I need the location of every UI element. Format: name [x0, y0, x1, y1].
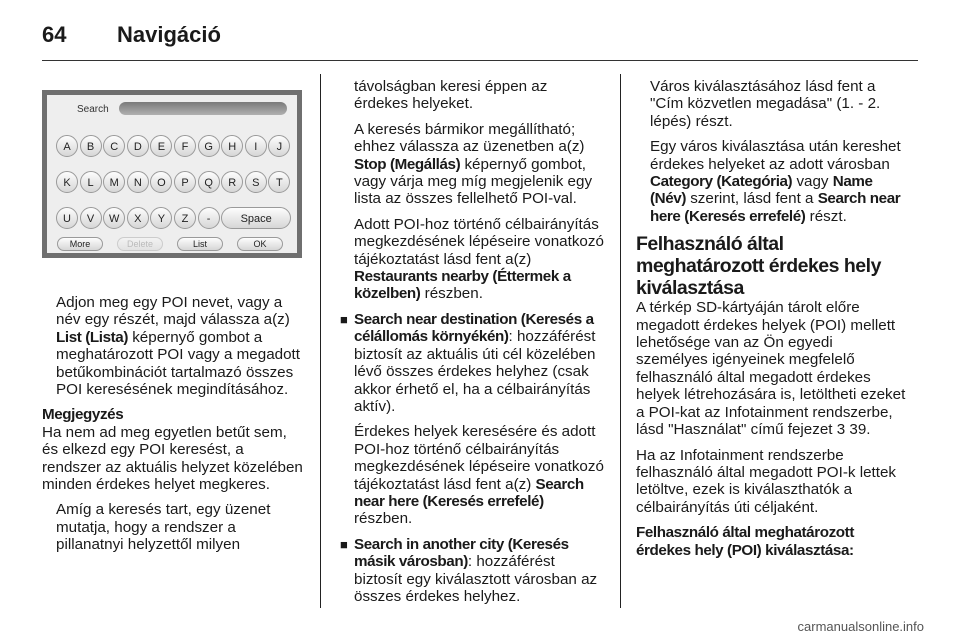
page-number: 64	[42, 22, 67, 47]
list-button: List	[177, 237, 223, 251]
key-g: G	[198, 135, 220, 157]
keyboard-screen	[47, 95, 297, 253]
key-w: W	[103, 207, 125, 229]
key-o: O	[150, 171, 172, 193]
paragraph: Érdekes helyek keresésére és adott POI-hoz történő célbairányítás megkezdésének lépéseire vonatkozó tájékoztatást lásd fent a(z) Search near here (Keresés errefelé) részben.	[354, 423, 604, 528]
column-divider	[620, 74, 621, 608]
note-text: Ha nem ad meg egyetlen betűt sem, és elkezd egy POI keresést, a rendszer az aktuális helyzet közelében minden érdekes helyet megkeres.	[42, 423, 303, 494]
search-field	[119, 102, 287, 115]
key-space: Space	[221, 207, 291, 229]
key-x: X	[127, 207, 149, 229]
paragraph: A térkép SD-kártyáján tárolt előre megadott érdekes helyek (POI) mellett lehetősége van az Ön egyedi személyes igényeinek megfelelő felhasználó által megadott érdekes helyek létrehozására is, letöltheti ezeket a POI-kat az Infotainment rendszerbe, lásd "Használat" című fejezet 3 39.	[636, 299, 906, 439]
column-2	[340, 78, 604, 605]
subheading: Felhasználó által meghatározott érdekes hely (POI) kiválasztása:	[636, 524, 854, 559]
key-a: A	[56, 135, 78, 157]
key-t: T	[268, 171, 290, 193]
search-label: Search	[77, 104, 109, 115]
key-v: V	[80, 207, 102, 229]
header-rule	[42, 60, 918, 61]
paragraph: távolságban keresi éppen az érdekes helyeket.	[354, 78, 548, 113]
paragraph: A keresés bármikor megállítható; ehhez válassza az üzenetben a(z) Stop (Megállás) képernyő gombot, vagy várja meg míg megjelenik egy lista az összes fellelhető POI-val.	[354, 120, 593, 208]
paragraph: Amíg a keresés tart, egy üzenet mutatja, hogy a rendszer a pillanatnyi helyzettől milyen	[56, 501, 271, 554]
key-dash: -	[198, 207, 220, 229]
key-i: I	[245, 135, 267, 157]
paragraph: Adjon meg egy POI nevet, vagy a név egy részét, majd válassza a(z) List (Lista) képernyő gombot a meghatározott POI vagy a megadott betűkombinációt tartalmazó összes POI keresésének megindításához.	[56, 294, 300, 399]
watermark: carmanualsonline.info	[797, 619, 924, 634]
page-title: Navigáció	[117, 22, 221, 47]
paragraph: Ha az Infotainment rendszerbe felhasználó által megadott POI-k lettek letöltve, ezek is kiválaszthatók a célbairányítás úti céljaként.	[636, 446, 897, 516]
key-c: C	[103, 135, 125, 157]
note-heading: Megjegyzés	[42, 406, 124, 424]
key-u: U	[56, 207, 78, 229]
key-p: P	[174, 171, 196, 193]
key-m: M	[103, 171, 125, 193]
column-1	[42, 294, 304, 554]
key-n: N	[127, 171, 149, 193]
bullet-item: ■ Search in another city (Keresés másik városban): hozzáférést biztosít egy kiválasztott városban az összes érdekes helyhez.	[340, 536, 604, 606]
key-j: J	[268, 135, 290, 157]
page-ref: 3 39.	[836, 421, 871, 439]
key-y: Y	[150, 207, 172, 229]
key-s: S	[245, 171, 267, 193]
key-z: Z	[174, 207, 196, 229]
more-button: More	[57, 237, 103, 251]
key-k: K	[56, 171, 78, 193]
key-d: D	[127, 135, 149, 157]
key-b: B	[80, 135, 102, 157]
key-f: F	[174, 135, 196, 157]
key-e: E	[150, 135, 172, 157]
key-q: Q	[198, 171, 220, 193]
key-l: L	[80, 171, 102, 193]
column-3	[636, 78, 906, 559]
paragraph: Város kiválasztásához lásd fent a "Cím közvetlen megadása" (1. - 2. lépés) részt.	[650, 78, 881, 130]
section-heading: Felhasználó által meghatározott érdekes hely kiválasztása	[636, 233, 881, 300]
key-h: H	[221, 135, 243, 157]
bullet-item: ■ Search near destination (Keresés a célállomás környékén): hozzáférést biztosít az aktuális úti cél közelében lévő összes érdekes helyhez (csak akkor érhető el, ha a célbairányítás aktív).	[340, 311, 604, 415]
column-divider	[320, 74, 321, 608]
paragraph: Adott POI-hoz történő célbairányítás megkezdésének lépéseire vonatkozó tájékoztatást lásd fent a(z) Restaurants nearby (Éttermek a közelben) részben.	[354, 215, 604, 303]
delete-button: Delete	[117, 237, 163, 251]
ok-button: OK	[237, 237, 283, 251]
paragraph: Egy város kiválasztása után kereshet érdekes helyeket az adott városban Category (Kategória) vagy Name (Név) szerint, lásd fent a Search near here (Keresés errefelé) részt.	[650, 138, 901, 225]
key-r: R	[221, 171, 243, 193]
keyboard-screen-image	[42, 90, 302, 258]
